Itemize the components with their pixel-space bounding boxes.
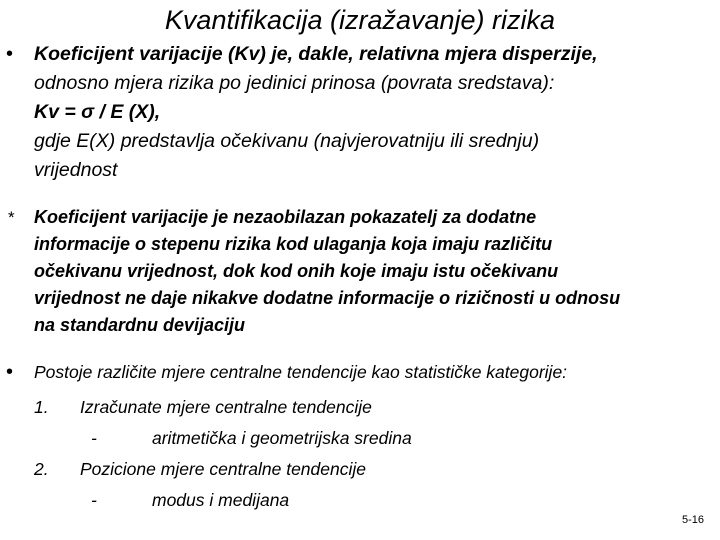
text-line: očekivanu vrijednost, dok kod onih koje imaju istu očekivanu <box>34 261 559 281</box>
bullet-marker: • <box>6 361 14 383</box>
list-number: 1. <box>34 397 49 417</box>
text-line: odnosno mjera rizika po jedinici prinosa (povrata sredstava): <box>34 72 555 94</box>
bullet-marker: • <box>6 43 14 65</box>
list-item: Izračunate mjere centralne tendencije <box>80 397 372 417</box>
bullet-kv-definition <box>34 40 714 185</box>
list-subitem: aritmetička i geometrijska sredina <box>152 428 412 448</box>
text-line: informacije o stepenu rizika kod ulaganja koja imaju različitu <box>34 234 553 254</box>
text-line: gdje E(X) predstavlja očekivanu (najvjerovatniju ili srednju) <box>34 130 540 152</box>
formula-line: Kv = σ / E (X), <box>34 101 161 123</box>
text-line: vrijednost <box>34 159 118 181</box>
list-item: Pozicione mjere centralne tendencije <box>80 459 366 479</box>
dash-marker: - <box>91 490 97 510</box>
text-line: na standardnu devijaciju <box>34 315 246 335</box>
page-number: 5-16 <box>681 514 704 526</box>
text-line: vrijednost ne daje nikakve dodatne informacije o rizičnosti u odnosu <box>34 288 621 308</box>
bullet-central-tendency: Postoje različite mjere centralne tendencije kao statističke kategorije: <box>34 362 568 382</box>
dash-marker: - <box>91 428 97 448</box>
asterisk-marker: * <box>8 208 15 227</box>
bullet-kv-importance <box>34 204 720 339</box>
slide-title: Kvantifikacija (izražavanje) rizika <box>164 5 556 35</box>
central-tendency-list <box>0 392 720 522</box>
list-subitem: modus i medijana <box>152 490 290 510</box>
text-line: Koeficijent varijacije je nezaobilazan pokazatelj za dodatne <box>34 207 537 227</box>
list-number: 2. <box>34 459 49 479</box>
text-line: Koeficijent varijacije (Kv) je, dakle, relativna mjera disperzije, <box>34 43 598 65</box>
